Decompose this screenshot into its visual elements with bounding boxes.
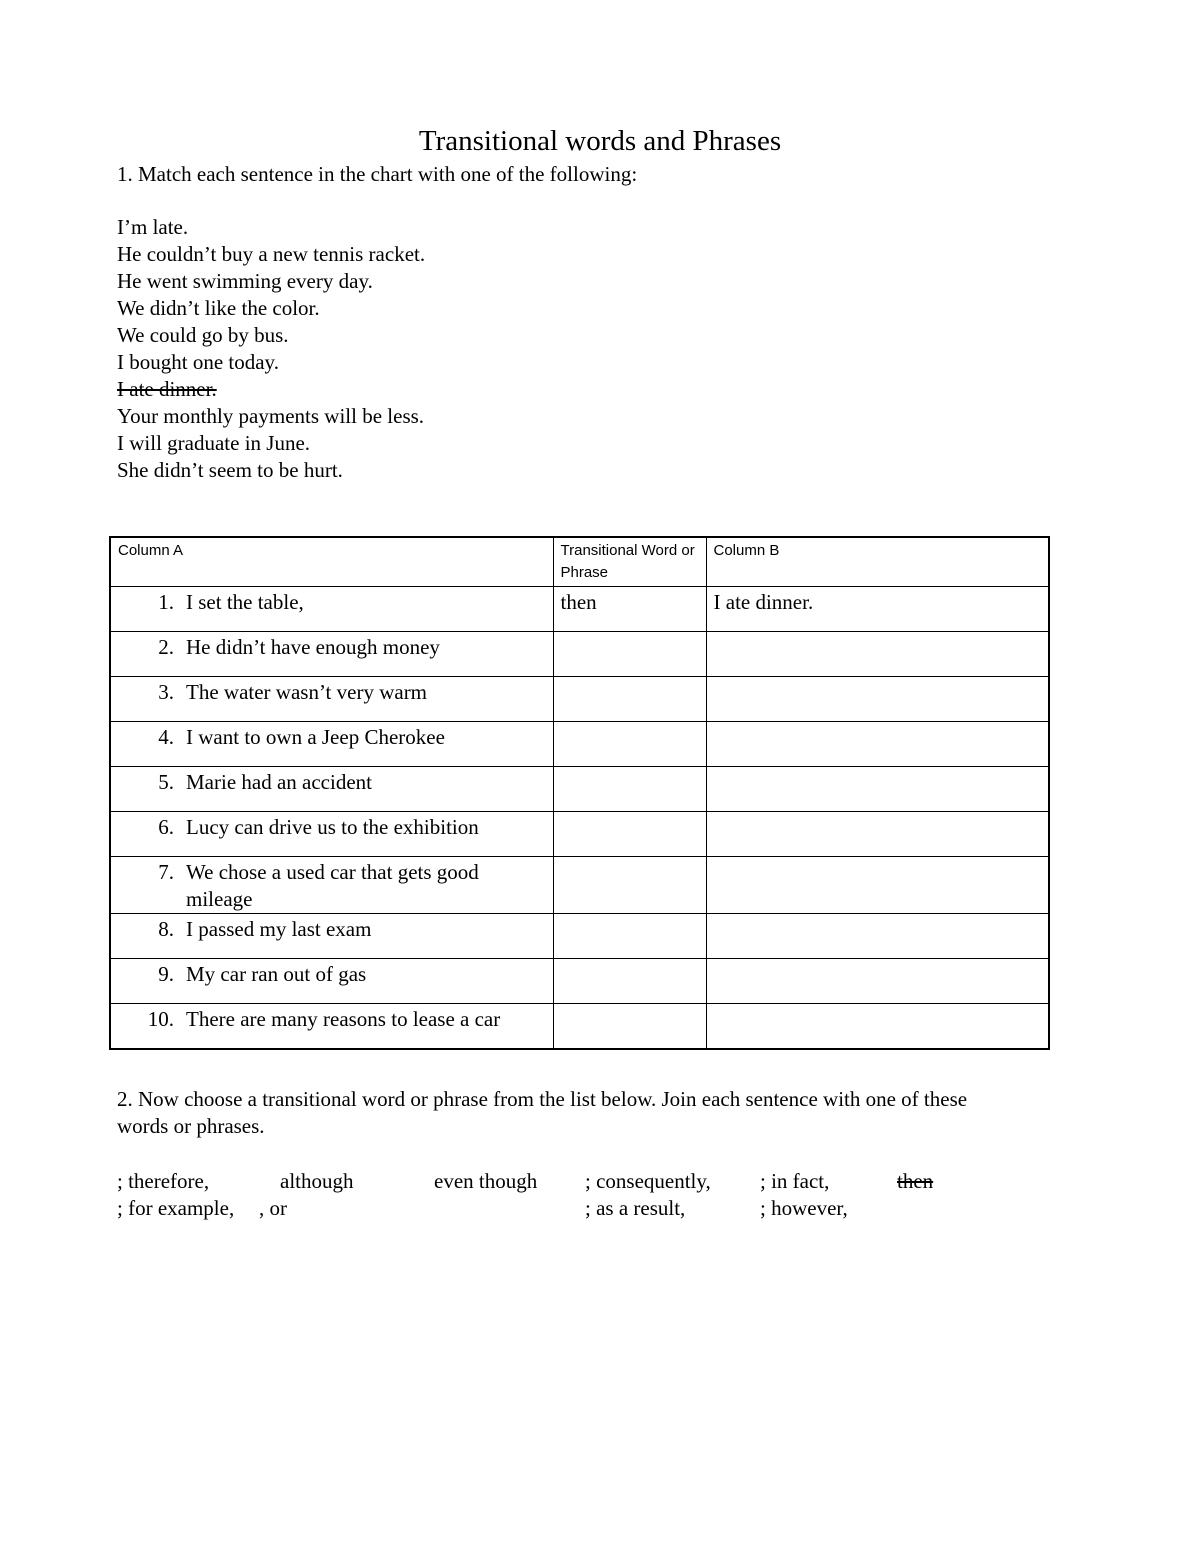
table-row [110, 587, 1049, 632]
sentence-item: He couldn’t buy a new tennis racket. [117, 242, 426, 266]
column-b-cell[interactable] [706, 632, 1049, 677]
header-transitional: Transitional Word or Phrase [553, 537, 706, 587]
table-row [110, 677, 1049, 722]
sentence-item: We could go by bus. [117, 323, 289, 347]
column-a-cell [110, 722, 553, 767]
column-b-cell[interactable] [706, 1004, 1049, 1050]
sentence-item: Your monthly payments will be less. [117, 404, 425, 428]
sentence-list [117, 214, 425, 484]
transitional-cell[interactable] [553, 1004, 706, 1050]
column-b-cell[interactable] [706, 959, 1049, 1004]
column-a-text: The water wasn’t very warm [186, 680, 428, 704]
header-column-b: Column B [706, 537, 1049, 587]
word-then-struck: then [897, 1169, 934, 1193]
transitional-cell[interactable] [553, 914, 706, 959]
table-row [110, 959, 1049, 1004]
transitional-cell[interactable] [553, 677, 706, 722]
instruction-1: 1. Match each sentence in the chart with one of the following: [117, 162, 638, 186]
transition-word-list [0, 1168, 1200, 1228]
column-a-text: He didn’t have enough money [186, 635, 440, 659]
column-a-text: My car ran out of gas [186, 962, 367, 986]
table-row [110, 767, 1049, 812]
transitional-cell[interactable]: then [553, 587, 706, 632]
table-row [110, 1004, 1049, 1050]
column-b-cell[interactable] [706, 812, 1049, 857]
column-b-cell[interactable]: I ate dinner. [706, 587, 1049, 632]
table-row [110, 812, 1049, 857]
word-therefore: ; therefore, [117, 1169, 210, 1193]
transitional-cell[interactable] [553, 959, 706, 1004]
column-a-text: We chose a used car that gets good mileage [186, 860, 479, 911]
row-number: 10. [147, 1007, 174, 1031]
column-b-cell[interactable] [706, 767, 1049, 812]
column-b-cell[interactable] [706, 722, 1049, 767]
table-row [110, 722, 1049, 767]
transitional-cell[interactable] [553, 767, 706, 812]
column-b-cell[interactable] [706, 857, 1049, 914]
column-b-cell[interactable] [706, 677, 1049, 722]
row-number: 5. [158, 770, 174, 794]
row-number: 1. [158, 590, 174, 614]
sentence-item: We didn’t like the color. [117, 296, 320, 320]
instruction-2-line-1: 2. Now choose a transitional word or phrase from the list below. Join each sentence with one of these [117, 1087, 968, 1111]
column-a-cell [110, 857, 553, 914]
row-number: 8. [158, 917, 174, 941]
word-although: although [280, 1169, 354, 1193]
sentence-item: I bought one today. [117, 350, 279, 374]
word-for-example: ; for example, [117, 1196, 235, 1220]
column-a-text: I set the table, [186, 590, 304, 614]
sentence-item: He went swimming every day. [117, 269, 373, 293]
word-even-though: even though [434, 1169, 538, 1193]
word-consequently: ; consequently, [585, 1169, 711, 1193]
column-a-cell [110, 767, 553, 812]
column-a-cell [110, 959, 553, 1004]
word-or: , or [259, 1196, 287, 1220]
row-number: 7. [158, 860, 174, 884]
row-number: 4. [158, 725, 174, 749]
transitional-cell[interactable] [553, 722, 706, 767]
table-row [110, 914, 1049, 959]
transitional-cell[interactable] [553, 857, 706, 914]
sentence-item: I will graduate in June. [117, 431, 311, 455]
column-a-text: I passed my last exam [186, 917, 372, 941]
instruction-2-line-2: words or phrases. [117, 1114, 265, 1138]
column-a-text: I want to own a Jeep Cherokee [186, 725, 445, 749]
row-number: 2. [158, 635, 174, 659]
header-column-a: Column A [110, 537, 553, 587]
sentence-item-struck: I ate dinner. [117, 377, 217, 401]
transitional-cell[interactable] [553, 812, 706, 857]
column-a-cell [110, 677, 553, 722]
column-a-cell [110, 812, 553, 857]
word-in-fact: ; in fact, [760, 1169, 830, 1193]
column-a-text: There are many reasons to lease a car [186, 1007, 501, 1031]
row-number: 9. [158, 962, 174, 986]
row-number: 3. [158, 680, 174, 704]
column-a-text: Lucy can drive us to the exhibition [186, 815, 479, 839]
transitional-cell[interactable] [553, 632, 706, 677]
column-a-cell [110, 914, 553, 959]
word-as-a-result: ; as a result, [585, 1196, 686, 1220]
row-number: 6. [158, 815, 174, 839]
column-a-cell [110, 632, 553, 677]
column-a-text: Marie had an accident [186, 770, 372, 794]
table-row [110, 632, 1049, 677]
column-a-cell [110, 587, 553, 632]
sentence-item: I’m late. [117, 215, 189, 239]
table-row [110, 857, 1049, 914]
page-title: Transitional words and Phrases [418, 125, 782, 157]
table-header-row [110, 537, 1049, 587]
matching-table [109, 536, 1050, 1050]
column-a-cell [110, 1004, 553, 1050]
word-however: ; however, [760, 1196, 848, 1220]
column-b-cell[interactable] [706, 914, 1049, 959]
sentence-item: She didn’t seem to be hurt. [117, 458, 343, 482]
